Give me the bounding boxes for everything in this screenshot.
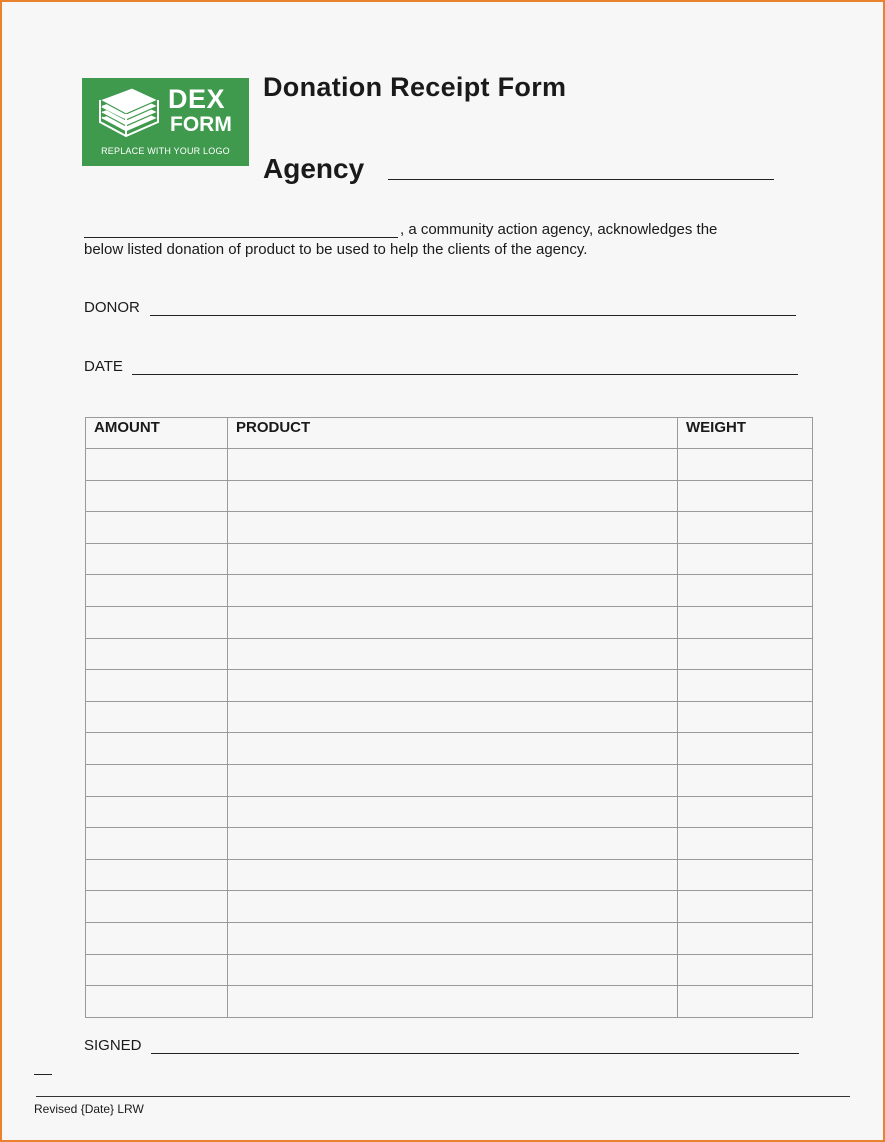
cell-weight[interactable]: [678, 986, 813, 1018]
cell-product[interactable]: [228, 638, 678, 670]
footer-dash: [34, 1074, 52, 1075]
table-row: [86, 954, 813, 986]
table-row: [86, 670, 813, 702]
table-row: [86, 701, 813, 733]
cell-product[interactable]: [228, 606, 678, 638]
cell-product[interactable]: [228, 764, 678, 796]
cell-amount[interactable]: [86, 828, 228, 860]
table-row: [86, 859, 813, 891]
table-header-row: [86, 418, 813, 449]
cell-weight[interactable]: [678, 701, 813, 733]
date-label: DATE: [84, 358, 123, 375]
intro-text-line-1: , a community action agency, acknowledges the: [400, 221, 718, 238]
table-row: [86, 575, 813, 607]
cell-weight[interactable]: [678, 764, 813, 796]
cell-weight[interactable]: [678, 606, 813, 638]
paper-stack-icon: [96, 84, 162, 146]
cell-product[interactable]: [228, 986, 678, 1018]
cell-product[interactable]: [228, 670, 678, 702]
donation-items-table: [85, 417, 813, 1018]
cell-amount[interactable]: [86, 733, 228, 765]
revision-note: Revised {Date} LRW: [34, 1102, 144, 1116]
cell-product[interactable]: [228, 859, 678, 891]
cell-product[interactable]: [228, 796, 678, 828]
cell-amount[interactable]: [86, 575, 228, 607]
donor-label: DONOR: [84, 299, 140, 316]
cell-weight[interactable]: [678, 670, 813, 702]
cell-amount[interactable]: [86, 796, 228, 828]
cell-amount[interactable]: [86, 512, 228, 544]
cell-product[interactable]: [228, 891, 678, 923]
cell-amount[interactable]: [86, 954, 228, 986]
cell-weight[interactable]: [678, 449, 813, 481]
cell-amount[interactable]: [86, 986, 228, 1018]
logo-brand-subtext: FORM: [170, 113, 232, 136]
date-input-line[interactable]: [132, 374, 798, 375]
signature-input-line[interactable]: [151, 1053, 799, 1054]
agency-label: Agency: [263, 153, 365, 184]
cell-weight[interactable]: [678, 575, 813, 607]
table-row: [86, 480, 813, 512]
table-row: [86, 512, 813, 544]
cell-amount[interactable]: [86, 891, 228, 923]
cell-product[interactable]: [228, 701, 678, 733]
cell-amount[interactable]: [86, 449, 228, 481]
cell-amount[interactable]: [86, 638, 228, 670]
table-row: [86, 986, 813, 1018]
table-row: [86, 922, 813, 954]
cell-weight[interactable]: [678, 922, 813, 954]
column-header-weight: WEIGHT: [678, 418, 813, 449]
cell-weight[interactable]: [678, 638, 813, 670]
agency-input-line[interactable]: [388, 179, 774, 180]
cell-weight[interactable]: [678, 480, 813, 512]
column-header-amount: AMOUNT: [86, 418, 228, 449]
cell-amount[interactable]: [86, 922, 228, 954]
donor-input-line[interactable]: [150, 315, 796, 316]
logo-brand-text: DEX: [168, 84, 226, 114]
table-row: [86, 796, 813, 828]
cell-product[interactable]: [228, 828, 678, 860]
company-logo: [82, 78, 249, 166]
cell-product[interactable]: [228, 480, 678, 512]
cell-product[interactable]: [228, 575, 678, 607]
cell-product[interactable]: [228, 543, 678, 575]
cell-amount[interactable]: [86, 606, 228, 638]
agency-name-input-line[interactable]: [84, 237, 398, 238]
cell-weight[interactable]: [678, 859, 813, 891]
table-row: [86, 638, 813, 670]
logo-tagline: REPLACE WITH YOUR LOGO: [101, 146, 230, 156]
table-row: [86, 891, 813, 923]
cell-amount[interactable]: [86, 670, 228, 702]
cell-weight[interactable]: [678, 512, 813, 544]
signed-label: SIGNED: [84, 1037, 142, 1054]
cell-weight[interactable]: [678, 828, 813, 860]
cell-weight[interactable]: [678, 543, 813, 575]
cell-amount[interactable]: [86, 543, 228, 575]
table-row: [86, 449, 813, 481]
cell-product[interactable]: [228, 733, 678, 765]
cell-product[interactable]: [228, 449, 678, 481]
cell-weight[interactable]: [678, 954, 813, 986]
cell-product[interactable]: [228, 954, 678, 986]
cell-amount[interactable]: [86, 701, 228, 733]
table-row: [86, 733, 813, 765]
table-row: [86, 543, 813, 575]
cell-amount[interactable]: [86, 764, 228, 796]
column-header-product: PRODUCT: [228, 418, 678, 449]
cell-amount[interactable]: [86, 859, 228, 891]
cell-product[interactable]: [228, 512, 678, 544]
cell-weight[interactable]: [678, 796, 813, 828]
cell-weight[interactable]: [678, 733, 813, 765]
table-row: [86, 606, 813, 638]
page-title: Donation Receipt Form: [263, 72, 567, 102]
cell-weight[interactable]: [678, 891, 813, 923]
cell-amount[interactable]: [86, 480, 228, 512]
table-row: [86, 764, 813, 796]
table-row: [86, 828, 813, 860]
intro-text-line-2: below listed donation of product to be used to help the clients of the agency.: [84, 241, 588, 258]
cell-product[interactable]: [228, 922, 678, 954]
footer-divider: [36, 1096, 850, 1097]
